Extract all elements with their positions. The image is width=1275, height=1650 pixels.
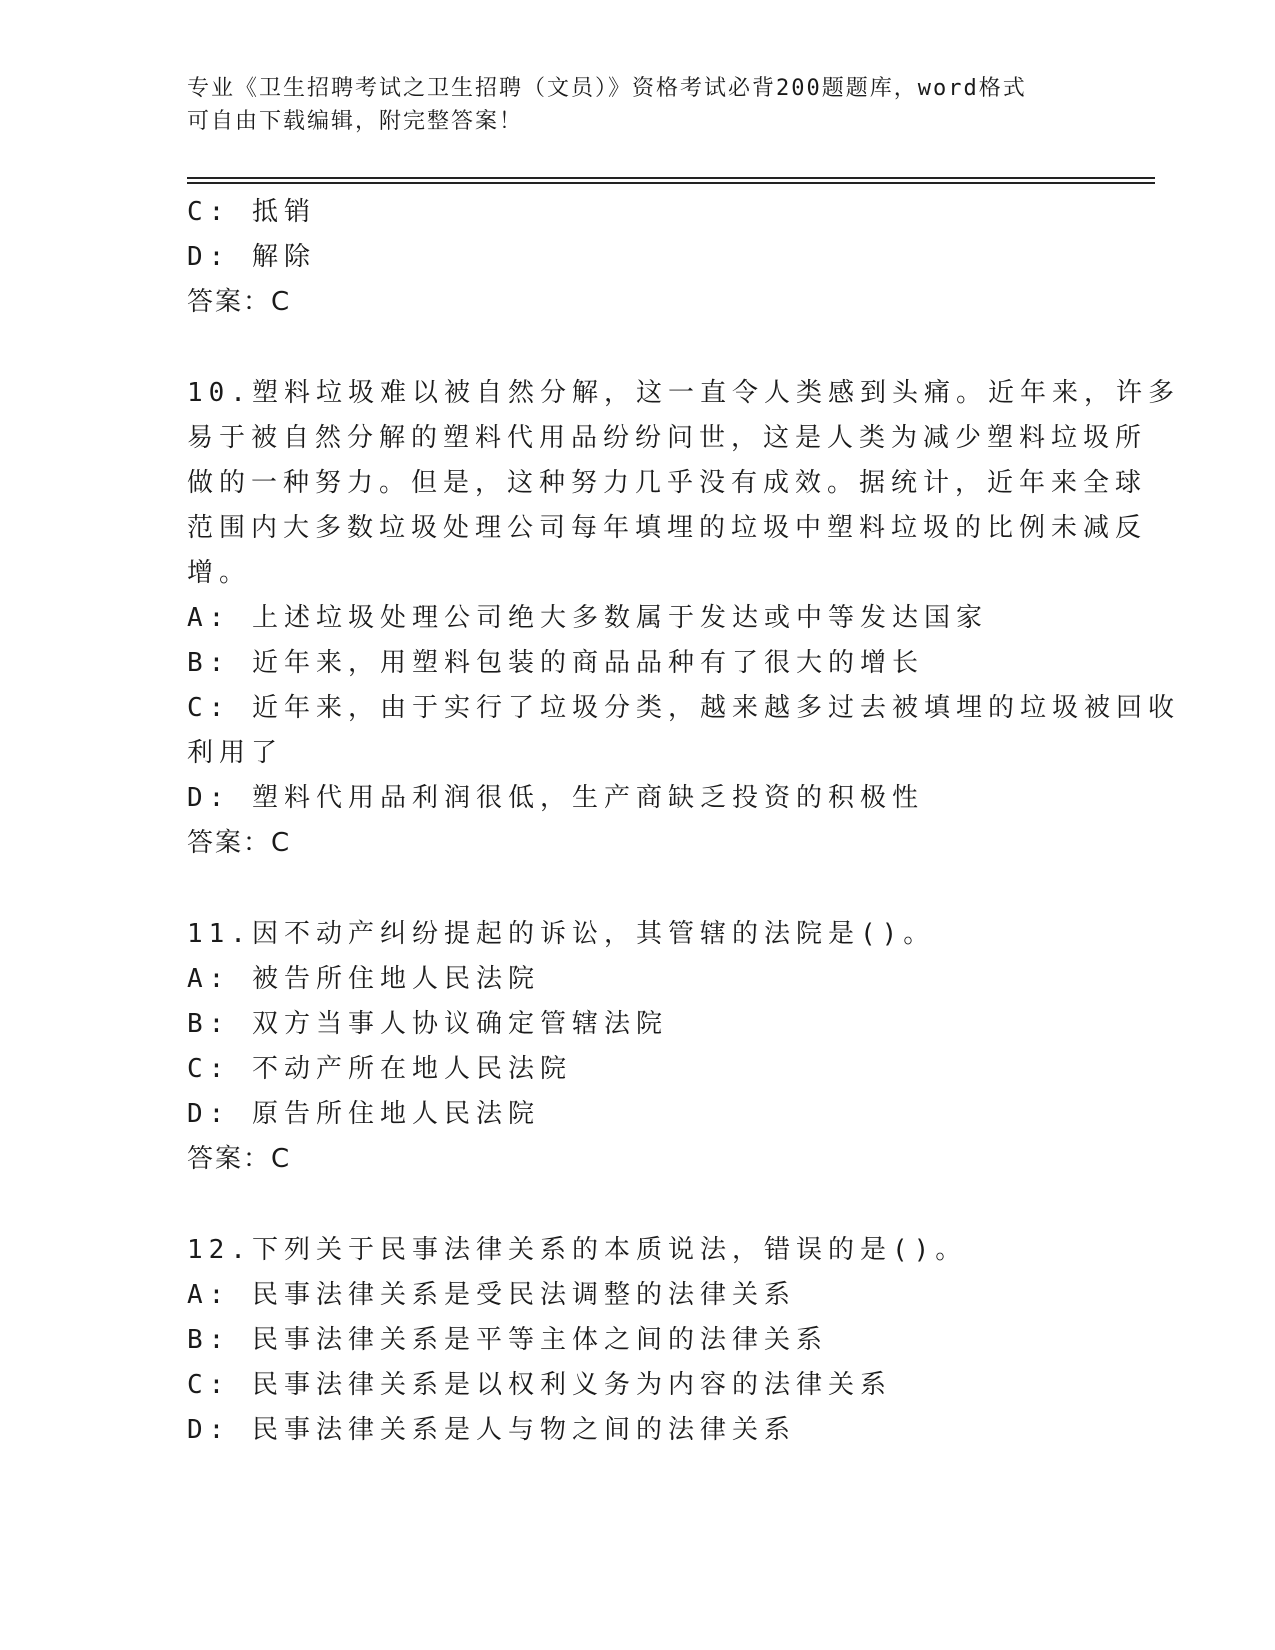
question-stem-line: 范围内大多数垃圾处理公司每年填埋的垃圾中塑料垃圾的比例未减反 [187, 513, 1148, 543]
option-c: C: 不动产所在地人民法院 [187, 1054, 572, 1084]
answer-line: 答案：C [187, 1144, 292, 1174]
option-d: D: 原告所住地人民法院 [187, 1099, 540, 1129]
option-c: C: 近年来，由于实行了垃圾分类，越来越多过去被填埋的垃圾被回收 [187, 693, 1180, 723]
header-title-line-2: 可自由下载编辑，附完整答案！ [187, 109, 524, 134]
option-b: B: 民事法律关系是平等主体之间的法律关系 [187, 1325, 828, 1355]
option-a: A: 民事法律关系是受民法调整的法律关系 [187, 1280, 796, 1310]
option-a: A: 被告所住地人民法院 [187, 964, 540, 994]
question-stem-line: 易于被自然分解的塑料代用品纷纷问世，这是人类为减少塑料垃圾所 [187, 423, 1148, 453]
option-b: B: 双方当事人协议确定管辖法院 [187, 1009, 668, 1039]
option-c: C: 抵销 [187, 197, 316, 227]
option-d: D: 塑料代用品利润很低，生产商缺乏投资的积极性 [187, 783, 924, 813]
header-divider-bottom [187, 182, 1155, 184]
header-title-line-1: 专业《卫生招聘考试之卫生招聘（文员）》资格考试必背200题题库，word格式 [187, 76, 1027, 101]
option-c: C: 民事法律关系是以权利义务为内容的法律关系 [187, 1370, 892, 1400]
question-stem: 11.因不动产纠纷提起的诉讼，其管辖的法院是()。 [187, 919, 936, 949]
question-stem-line: 10.塑料垃圾难以被自然分解，这一直令人类感到头痛。近年来，许多 [187, 378, 1180, 408]
answer-line: 答案：C [187, 828, 292, 858]
question-list [187, 190, 1180, 1453]
option-b: B: 近年来，用塑料包装的商品品种有了很大的增长 [187, 648, 924, 678]
option-d: D: 解除 [187, 242, 316, 272]
question-stem: 12.下列关于民事法律关系的本质说法，错误的是()。 [187, 1235, 968, 1265]
option-d: D: 民事法律关系是人与物之间的法律关系 [187, 1415, 796, 1445]
option-a: A: 上述垃圾处理公司绝大多数属于发达或中等发达国家 [187, 603, 988, 633]
question-stem-line: 做的一种努力。但是，这种努力几乎没有成效。据统计，近年来全球 [187, 468, 1148, 498]
answer-line: 答案：C [187, 287, 292, 317]
question-stem-line: 增。 [187, 558, 252, 588]
question-10 [187, 371, 1180, 866]
document-header [187, 72, 1067, 138]
question-11 [187, 912, 1087, 1182]
option-c-continued: 利用了 [187, 738, 284, 768]
question-12 [187, 1228, 1087, 1453]
header-divider-top [187, 177, 1155, 179]
